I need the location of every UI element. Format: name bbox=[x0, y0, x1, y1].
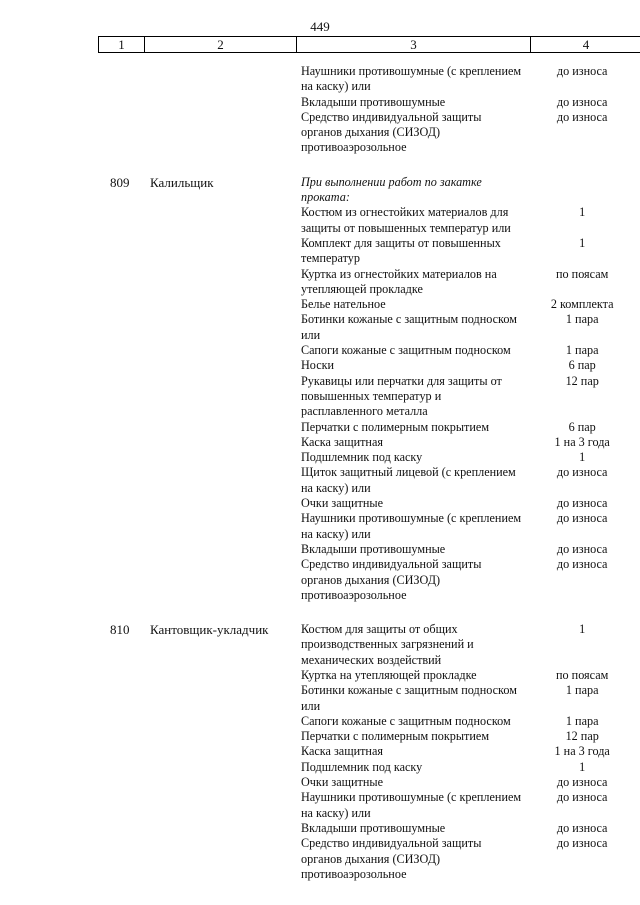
ppe-item-name: Белье нательное bbox=[301, 297, 386, 312]
ppe-item-quantity: 6 пар bbox=[568, 358, 596, 373]
ppe-item-name: Ботинки кожаные с защитным подноском или bbox=[301, 312, 517, 342]
ppe-list bbox=[301, 622, 640, 882]
ppe-item-name: Вкладыши противошумные bbox=[301, 541, 446, 556]
ppe-item-row bbox=[301, 297, 640, 312]
ppe-item-quantity: до износа bbox=[556, 496, 608, 511]
ppe-item-name: Костюм из огнестойких материалов для защиты от повышенных температур или bbox=[301, 205, 511, 235]
profession-name: Кантовщик-укладчик bbox=[150, 622, 269, 638]
ppe-item-quantity: 1 bbox=[579, 205, 586, 220]
ppe-item-row bbox=[301, 374, 640, 420]
ppe-item-row bbox=[301, 760, 640, 775]
ppe-item-name: Вкладыши противошумные bbox=[301, 820, 446, 835]
ppe-item-quantity: до износа bbox=[556, 64, 608, 78]
ppe-item-quantity: по поясам bbox=[556, 266, 609, 281]
ppe-item-row bbox=[301, 821, 640, 836]
ppe-item-name: Средство индивидуальной защиты органов дыхания (СИЗОД) противоаэрозольное bbox=[301, 557, 482, 602]
ppe-item-name: Наушники противошумные (с креплением на каску) или bbox=[301, 511, 522, 541]
ppe-item-row bbox=[301, 64, 640, 95]
ppe-item-row bbox=[301, 542, 640, 557]
ppe-item-quantity: по поясам bbox=[556, 667, 609, 682]
ppe-item-row bbox=[301, 496, 640, 511]
ppe-item-name: Рукавицы или перчатки для защиты от повышенных температур и расплавленного металла bbox=[301, 373, 502, 419]
ppe-item-quantity: до износа bbox=[556, 775, 608, 790]
ppe-item-quantity: 1 на 3 года bbox=[554, 434, 610, 449]
ppe-item-row bbox=[301, 110, 640, 156]
ppe-item-quantity: 1 bbox=[579, 450, 586, 465]
ppe-item-quantity: 1 пара bbox=[565, 713, 599, 728]
ppe-item-row bbox=[301, 465, 640, 496]
ppe-item-row bbox=[301, 744, 640, 759]
profession-group bbox=[0, 175, 640, 603]
ppe-item-quantity: до износа bbox=[556, 465, 608, 480]
ppe-item-name: Куртка на утепляющей прокладке bbox=[301, 667, 477, 682]
ppe-item-name: Очки защитные bbox=[301, 496, 383, 511]
column-header-2: 2 bbox=[145, 37, 297, 53]
ppe-item-row bbox=[301, 836, 640, 882]
ppe-list bbox=[301, 64, 640, 156]
ppe-item-quantity: 1 на 3 года bbox=[554, 744, 610, 759]
ppe-item-name: Подшлемник под каску bbox=[301, 759, 423, 774]
ppe-item-name: Перчатки с полимерным покрытием bbox=[301, 729, 490, 744]
ppe-item-quantity: 6 пар bbox=[568, 419, 596, 434]
column-header-table bbox=[98, 36, 640, 53]
ppe-item-name: Ботинки кожаные с защитным подноском или bbox=[301, 683, 517, 713]
ppe-item-row bbox=[301, 511, 640, 542]
ppe-item-name: Каска защитная bbox=[301, 434, 383, 449]
profession-number: 809 bbox=[110, 174, 130, 190]
ppe-item-row bbox=[301, 435, 640, 450]
ppe-item-row bbox=[301, 267, 640, 298]
ppe-item-quantity: до износа bbox=[556, 790, 608, 805]
ppe-item-row bbox=[301, 668, 640, 683]
norms-table-body bbox=[0, 64, 640, 901]
ppe-item-quantity: 1 пара bbox=[565, 312, 599, 327]
ppe-item-quantity: до износа bbox=[556, 94, 608, 109]
column-header-3: 3 bbox=[297, 37, 531, 53]
profession-group bbox=[0, 622, 640, 882]
ppe-item-row bbox=[301, 205, 640, 236]
ppe-item-row bbox=[301, 312, 640, 343]
ppe-item-quantity: 12 пар bbox=[565, 373, 599, 388]
ppe-item-name: Костюм для защиты от общих производственных загрязнений и механических воздействий bbox=[301, 622, 474, 667]
ppe-item-name: Сапоги кожаные с защитным подноском bbox=[301, 713, 511, 728]
ppe-item-name: Щиток защитный лицевой (с креплением на каску) или bbox=[301, 465, 516, 495]
ppe-item-row bbox=[301, 729, 640, 744]
ppe-item-quantity: до износа bbox=[556, 511, 608, 526]
ppe-item-quantity: до износа bbox=[556, 836, 608, 851]
ppe-item-name: Средство индивидуальной защиты органов дыхания (СИЗОД) противоаэрозольное bbox=[301, 109, 482, 155]
ppe-item-name: Наушники противошумные (с креплением на каску) или bbox=[301, 790, 522, 820]
ppe-item-quantity: 12 пар bbox=[565, 729, 599, 744]
profession-number: 810 bbox=[110, 622, 130, 638]
column-header-row bbox=[99, 37, 640, 53]
ppe-item-quantity: до износа bbox=[556, 109, 608, 124]
ppe-item-name: Куртка из огнестойких материалов на утепляющей прокладке bbox=[301, 266, 497, 296]
ppe-item-name: Сапоги кожаные с защитным подноском bbox=[301, 343, 511, 358]
ppe-item-name: Очки защитные bbox=[301, 775, 383, 790]
ppe-item-row bbox=[301, 450, 640, 465]
ppe-item-quantity: 1 пара bbox=[565, 683, 599, 698]
work-condition-note: При выполнении работ по закатке проката: bbox=[301, 174, 482, 205]
ppe-item-name: Носки bbox=[301, 358, 335, 373]
ppe-item-row bbox=[301, 714, 640, 729]
ppe-item-quantity: 1 пара bbox=[565, 343, 599, 358]
ppe-item-name: Перчатки с полимерным покрытием bbox=[301, 419, 490, 434]
ppe-list bbox=[301, 175, 640, 603]
column-header-4: 4 bbox=[531, 37, 640, 53]
ppe-item-row bbox=[301, 420, 640, 435]
ppe-item-name: Каска защитная bbox=[301, 744, 383, 759]
profession-name: Калильщик bbox=[150, 174, 214, 190]
ppe-item-row bbox=[301, 358, 640, 373]
ppe-item-name: Комплект для защиты от повышенных температур bbox=[301, 235, 501, 266]
ppe-item-row bbox=[301, 683, 640, 714]
ppe-item-name: Подшлемник под каску bbox=[301, 450, 423, 465]
ppe-item-name: Средство индивидуальной защиты органов дыхания (СИЗОД) противоаэрозольное bbox=[301, 836, 482, 881]
ppe-item-row bbox=[301, 622, 640, 668]
column-header-1: 1 bbox=[99, 37, 145, 53]
ppe-item-quantity: 1 bbox=[579, 759, 586, 774]
ppe-item-name: Наушники противошумные (с креплением на каску) или bbox=[301, 64, 522, 94]
ppe-item-row bbox=[301, 343, 640, 358]
ppe-item-quantity: 1 bbox=[579, 622, 586, 637]
ppe-item-row bbox=[301, 95, 640, 110]
ppe-item-quantity: до износа bbox=[556, 541, 608, 556]
ppe-item-row bbox=[301, 236, 640, 267]
profession-group bbox=[0, 64, 640, 156]
ppe-item-quantity: 1 bbox=[579, 235, 586, 250]
ppe-item-row bbox=[301, 557, 640, 603]
ppe-item-row bbox=[301, 790, 640, 821]
ppe-item-row bbox=[301, 775, 640, 790]
page-number: 449 bbox=[310, 19, 330, 34]
ppe-item-quantity: до износа bbox=[556, 557, 608, 572]
ppe-item-quantity: до износа bbox=[556, 820, 608, 835]
ppe-item-name: Вкладыши противошумные bbox=[301, 94, 446, 109]
ppe-item-quantity: 2 комплекта bbox=[550, 297, 614, 312]
